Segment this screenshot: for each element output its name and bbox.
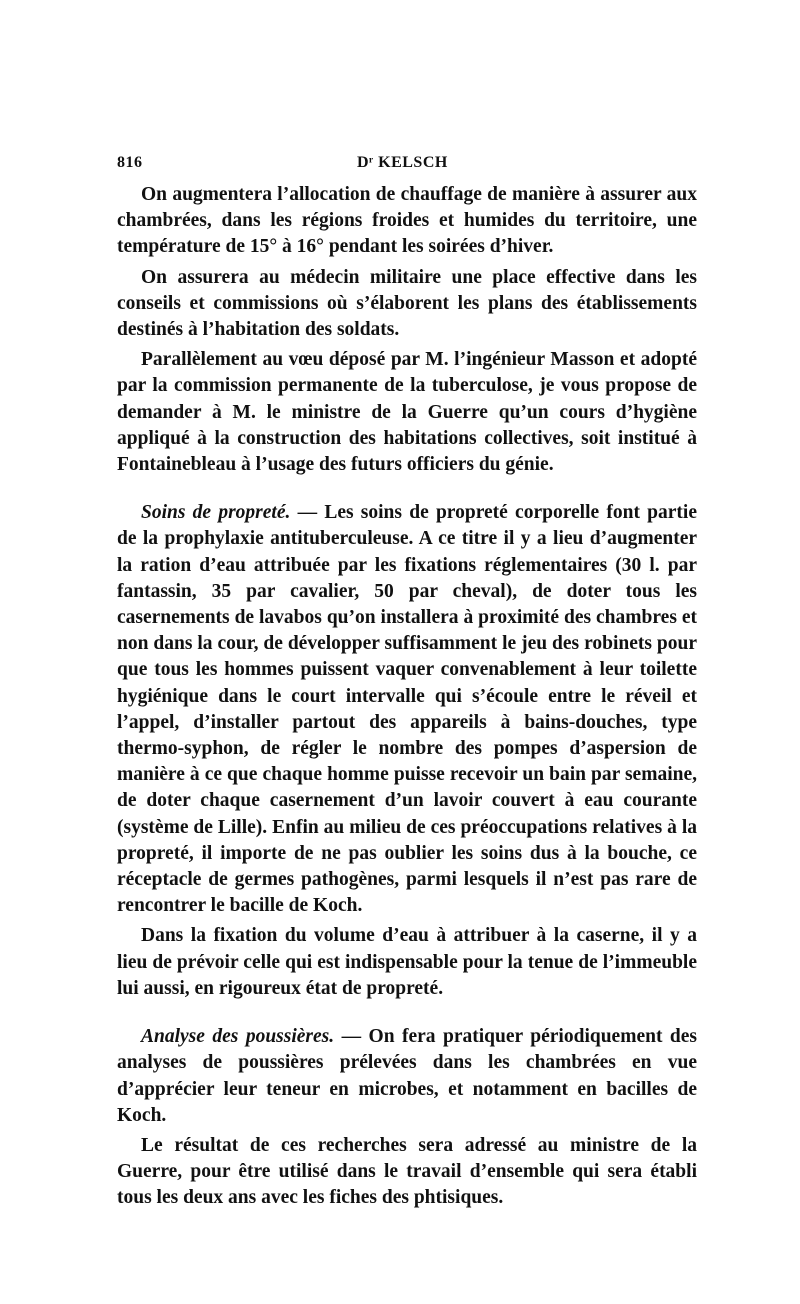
page-number: 816 bbox=[117, 154, 143, 171]
paragraph-text: Dans la fixation du volume d’eau à attribuer à la caserne, il y a lieu de prévoir celle qui est indispensable pour la tenue de l’immeuble lui aussi, en rigoureux état de propreté. bbox=[117, 925, 697, 999]
paragraph-text: Le résultat de ces recherches sera adressé au ministre de la Guerre, pour être utilisé dans le travail d’ensemble qui sera établi tous les deux ans avec les fiches des phtisiques. bbox=[117, 1134, 697, 1209]
body-text bbox=[117, 182, 697, 1212]
paragraph-cleanliness bbox=[117, 500, 697, 919]
paragraph-results bbox=[117, 1133, 697, 1212]
paragraph-text: Parallèlement au vœu déposé par M. l’ingénieur Masson et adopté par la commission permanente de la tuberculose, je vous propose de demander à M. le ministre de la Guerre qu’un cours d’hygiène appliqué à la construction des habitations collectives, soit institué à Fontainebleau à l’usage des futurs officiers du génie. bbox=[117, 349, 697, 476]
paragraph-heating bbox=[117, 182, 697, 261]
paragraph-text: — Les soins de propreté corporelle font partie de la prophylaxie antituberculeuse. A ce titre il y a lieu d’augmenter la ration d’eau attribuée par les fixations réglementaires (30 l. par fantassin, 35 par cavalier, 50 par cheval), de doter tous les casernements de lavabos qu’on installera à proximité des chambres et non dans la cour, de développer suffisamment le jeu des robinets pour que tous les hommes puissent vaquer convenablement à leur toilette hygiénique dans le court intervalle qui s’écoule entre le réveil et l’appel, d’installer partout des appareils à bains-douches, type thermo-syphon, de régler le nombre des pompes d’aspersion de manière à ce que chaque homme puisse recevoir un bain par semaine, de doter chaque casernement d’un lavoir couvert à eau courante (système de Lille). Enfin au milieu de ces préoccupations relatives à la propreté, il importe de ne pas oublier les soins dus à la bouche, ce réceptacle de germes pathogènes, parmi lesquels il n’est pas rare de rencontrer le bacille de Koch. bbox=[117, 502, 698, 917]
running-title: Dʳ KELSCH bbox=[357, 154, 448, 171]
paragraph-military-doctor bbox=[117, 265, 697, 344]
paragraph-dust-analysis bbox=[117, 1024, 697, 1129]
paragraph-text: — On fera pratiquer périodiquement des analyses de poussières prélevées dans les chambrées en vue d’apprécier leur teneur en microbes, et notamment en bacilles de Koch. bbox=[117, 1026, 697, 1126]
paragraph-water-volume bbox=[117, 923, 697, 1002]
section-heading-dust-analysis: Analyse des poussières. bbox=[141, 1026, 335, 1048]
running-head bbox=[117, 150, 697, 176]
paragraph-text: On augmentera l’allocation de chauffage de manière à assurer aux chambrées, dans les régions froides et humides du territoire, une température de 15° à 16° pendant les soirées d’hiver. bbox=[117, 184, 697, 258]
paragraph-hygiene-course bbox=[117, 347, 697, 478]
section-heading-cleanliness: Soins de propreté. bbox=[141, 502, 291, 524]
paragraph-text: On assurera au médecin militaire une place effective dans les conseils et commissions où s’élaborent les plans des établissements destinés à l’habitation des soldats. bbox=[117, 266, 697, 341]
